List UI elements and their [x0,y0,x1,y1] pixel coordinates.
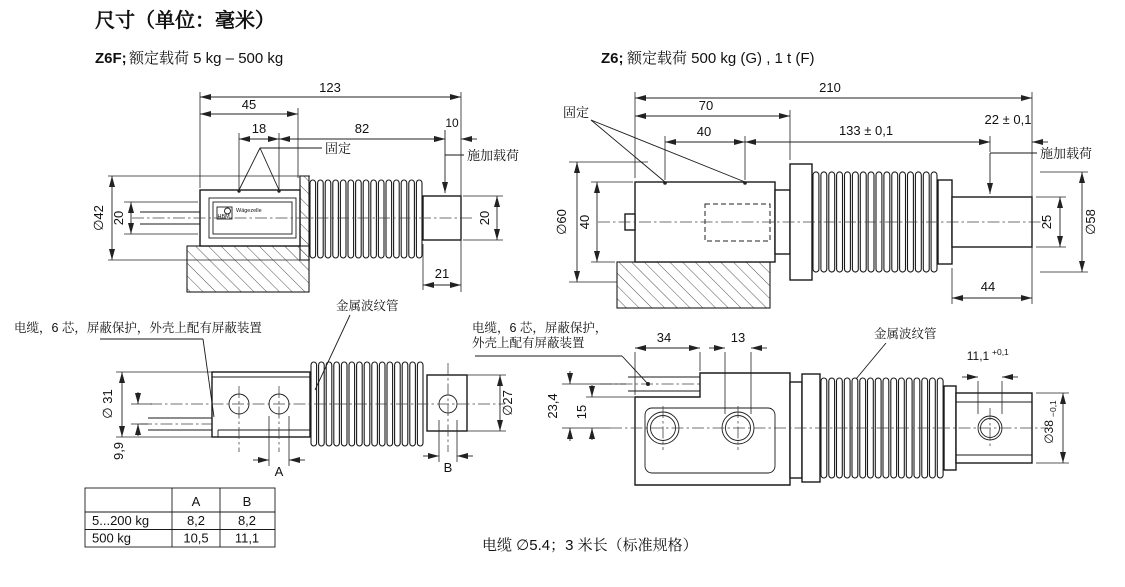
dim-z6-15 [574,385,592,440]
hbm-logo-text: HBM [217,214,230,220]
svg-text:−0,1: −0,1 [1048,400,1058,417]
z6f-side-view [91,80,519,292]
z6-side-view [554,80,1098,308]
z6f-fix-label: 固定 [325,141,352,156]
table-row2-a: 10,5 [183,530,209,546]
svg-text:∅58: ∅58 [1083,209,1098,235]
dim-z6f-21 [423,266,461,285]
dim-z6-dia58 [1082,172,1098,272]
dim-z6f-B [423,456,473,475]
svg-text:40: 40 [696,124,712,139]
z6-bellows-callout [856,326,937,379]
z6f-subtitle: 额定载荷 5 kg – 500 kg [129,50,284,67]
z6f-load-label: 施加载荷 [467,148,520,163]
table-row2-b: 11,1 [234,530,260,546]
table-header-a: A [191,494,201,509]
dim-z6-40-top [665,124,745,142]
z6-model-label: Z6; [601,50,624,67]
svg-text:B: B [443,460,453,475]
z6-bellows-label: 金属波纹管 [874,327,937,341]
table-row1-b: 8,2 [237,513,257,528]
z6-load-callout [990,146,1092,194]
z6f-cable-note: 电缆，6 芯，屏蔽保护，外壳上配有屏蔽装置 [14,321,262,335]
z6f-top-view [14,298,515,479]
z6f-top-body [212,372,310,437]
svg-text:20: 20 [111,210,126,226]
dim-z6-210 [635,80,1032,98]
z6-cable-note-line1: 电缆，6 芯，屏蔽保护， [472,321,608,335]
cable-spec-note: 电缆 ∅5.4；3 米长（标准规格） [482,537,698,554]
dim-z6-44 [952,279,1032,298]
svg-text:44: 44 [980,279,996,294]
svg-text:∅60: ∅60 [554,209,569,235]
svg-text:82: 82 [354,121,370,136]
svg-text:∅ 31: ∅ 31 [100,389,115,419]
dim-z6f-10 [429,116,477,139]
z6f-model-label: Z6F; [95,50,127,67]
dim-z6f-123 [200,80,461,97]
z6f-bellows-label: 金属波纹管 [336,299,399,313]
z6-top-view [472,320,1069,485]
svg-text:10: 10 [445,116,459,130]
dim-z6-13 [709,330,767,348]
z6f-mounting-block-hatch [187,246,309,292]
dim-z6f-20-right [477,196,497,240]
svg-text:9,9: 9,9 [111,441,126,461]
svg-text:210: 210 [819,80,841,95]
svg-text:34: 34 [656,330,672,345]
svg-text:123: 123 [319,80,341,95]
dim-z6f-A [253,460,305,479]
dim-z6f-dia27 [500,375,515,431]
dim-z6-23-4 [545,371,570,441]
dim-z6f-dia31 [100,372,122,437]
table-header-b: B [242,494,252,509]
z6-fix-label: 固定 [563,105,590,120]
svg-text:∅42: ∅42 [91,205,106,231]
page-header [95,8,815,67]
svg-text:21: 21 [434,266,450,281]
z6-top-step [790,382,802,478]
dim-z6-11-1 [962,347,1018,377]
svg-text:+0,1: +0,1 [992,347,1009,357]
z6-fix-callout [563,105,745,182]
dim-z6-40-side [577,182,597,262]
dim-z6f-20-left [111,202,131,234]
svg-text:15: 15 [574,404,589,420]
svg-text:A: A [274,464,284,479]
dim-z6-133 [745,123,990,142]
table-row2-range: 500 kg [92,530,132,546]
svg-text:13: 13 [730,330,746,345]
svg-text:45: 45 [241,97,257,112]
z6-subtitle: 额定载荷 500 kg (G) , 1 t (F) [627,50,815,67]
z6f-load-callout [445,130,519,193]
dim-z6f-45 [200,97,298,114]
z6-load-label: 施加载荷 [1040,146,1093,161]
dim-z6-70 [635,98,790,116]
svg-text:18: 18 [251,121,267,136]
z6-cable-note-line2: 外壳上配有屏蔽装置 [472,336,585,350]
dim-z6-25 [1039,197,1060,247]
svg-text:11,1: 11,1 [966,349,990,363]
table-row1-range: 5...200 kg [92,513,150,528]
z6-cable-callout [472,320,648,384]
dim-z6-dia38 [1042,393,1063,463]
svg-text:133 ± 0,1: 133 ± 0,1 [838,123,894,138]
z6-mounting-block-hatch [617,262,770,308]
dim-z6f-9-9 [111,392,138,460]
svg-text:70: 70 [698,98,714,113]
dim-z6f-18 [239,121,279,139]
svg-text:40: 40 [577,214,592,230]
dim-z6f-dia42 [91,176,112,260]
ab-table [85,488,275,547]
svg-text:25: 25 [1039,214,1054,230]
svg-text:20: 20 [477,210,492,226]
svg-text:∅38: ∅38 [1042,420,1056,444]
z6-top-body [635,373,790,485]
svg-text:23,4: 23,4 [545,393,560,419]
table-row1-a: 8,2 [186,513,206,528]
dim-z6-dia60 [554,162,577,282]
z6f-top-load-end [427,375,467,431]
svg-text:∅27: ∅27 [500,390,515,416]
svg-text:22 ± 0,1: 22 ± 0,1 [984,112,1032,127]
page-title: 尺寸（单位：毫米） [95,10,275,32]
z6f-bellows [310,180,422,258]
dim-z6f-82 [279,121,445,139]
dim-z6-34 [635,330,700,348]
dim-z6-22 [974,112,1048,142]
plate-text: Wägezelle [236,208,262,214]
